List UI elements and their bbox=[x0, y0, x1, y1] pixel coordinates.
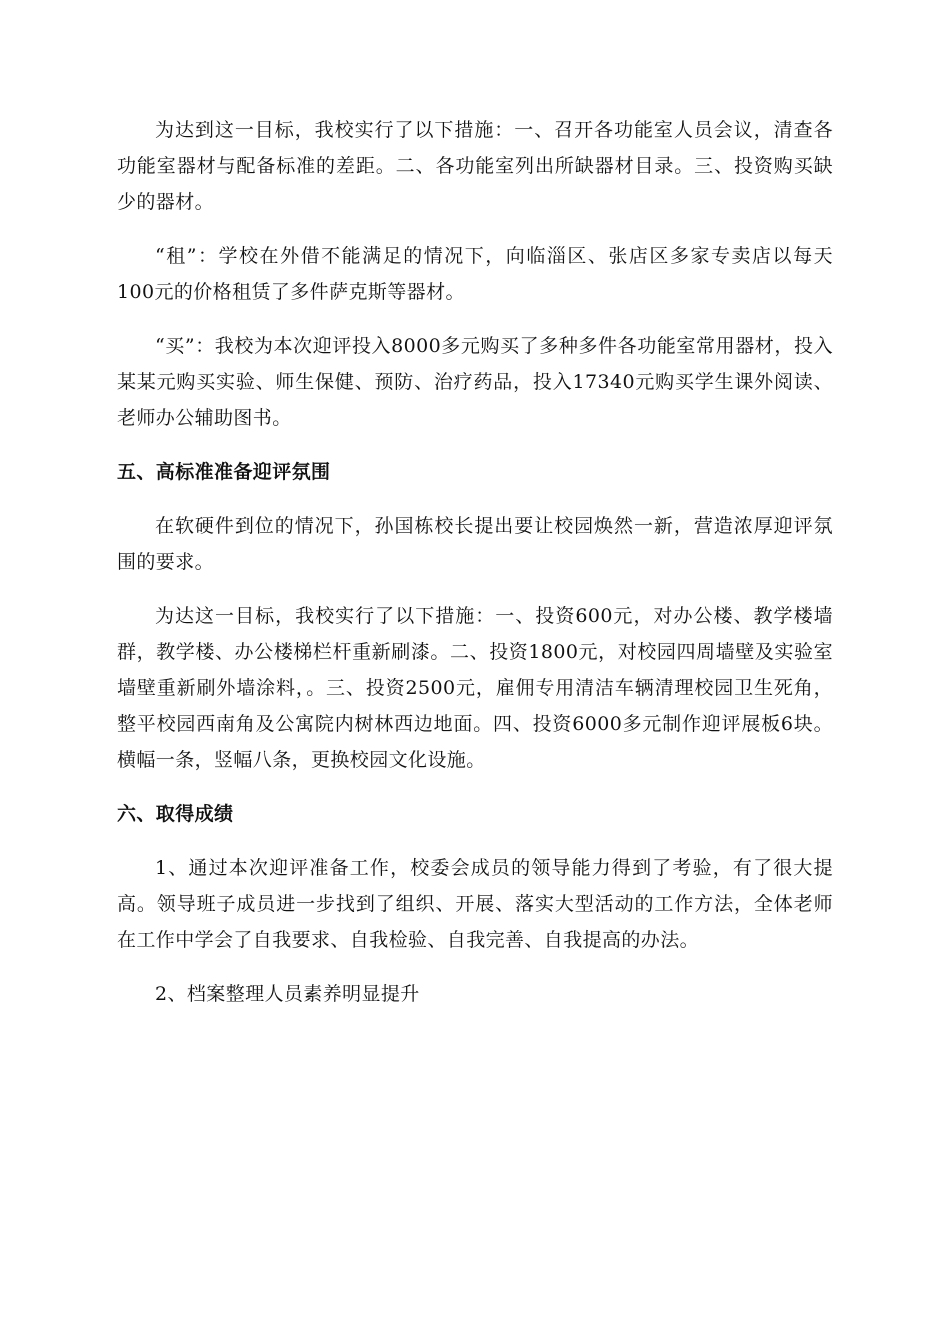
section-heading-5: 五、高标准准备迎评氛围 bbox=[117, 461, 331, 483]
document-page bbox=[117, 112, 833, 1030]
paragraph-measures: 为达到这一目标，我校实行了以下措施：一、召开各功能室人员会议，清查各功能室器材与配备标准的差距。二、各功能室列出所缺器材目录。三、投资购买缺少的器材。 bbox=[117, 119, 833, 213]
paragraph-buy: “买”：我校为本次迎评投入8000多元购买了多种多件各功能室常用器材，投入某某元购买实验、师生保健、预防、治疗药品，投入17340元购买学生课外阅读、老师办公辅助图书。 bbox=[117, 335, 833, 429]
paragraph-atmosphere-measures: 为达这一目标，我校实行了以下措施：一、投资600元，对办公楼、教学楼墙群，教学楼、办公楼梯栏杆重新刷漆。二、投资1800元，对校园四周墙壁及实验室墙壁重新刷外墙涂料，。三、投资2500元，雇佣专用清洁车辆清理校园卫生死角，整平校园西南角及公寓院内树林西边地面。四、投资6000多元制作迎评展板6块。横幅一条，竖幅八条，更换校园文化设施。 bbox=[117, 605, 833, 771]
paragraph-achievement-1: 1、通过本次迎评准备工作，校委会成员的领导能力得到了考验，有了很大提高。领导班子成员进一步找到了组织、开展、落实大型活动的工作方法，全体老师在工作中学会了自我要求、自我检验、自我完善、自我提高的办法。 bbox=[117, 857, 833, 951]
paragraph-atmosphere: 在软硬件到位的情况下，孙国栋校长提出要让校园焕然一新，营造浓厚迎评氛围的要求。 bbox=[117, 515, 833, 573]
section-heading-6: 六、取得成绩 bbox=[117, 803, 234, 825]
paragraph-achievement-2: 2、档案整理人员素养明显提升 bbox=[155, 983, 420, 1005]
paragraph-rent: “租”：学校在外借不能满足的情况下，向临淄区、张店区多家专卖店以每天100元的价格租赁了多件萨克斯等器材。 bbox=[117, 245, 833, 303]
